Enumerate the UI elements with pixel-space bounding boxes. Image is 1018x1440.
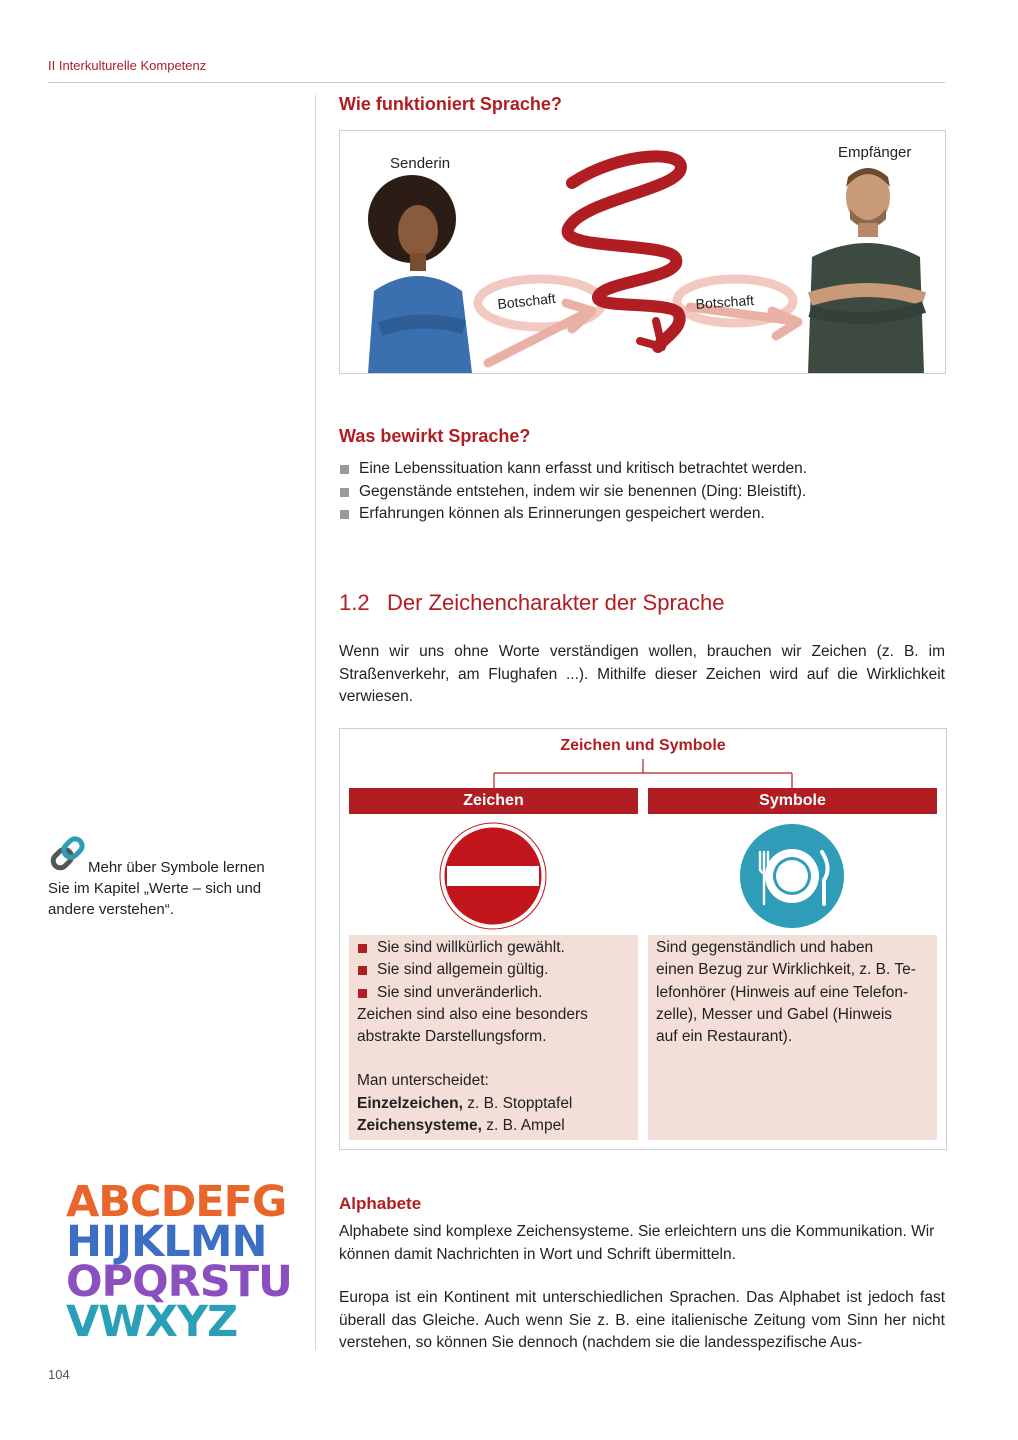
message-label-left: Botschaft [496,289,557,312]
section-heading-alphabets: Alphabete [339,1194,422,1213]
note-line: Sie im Kapitel „Werte – sich und [48,880,262,897]
alphabet-row: OPQRSTU [66,1257,292,1307]
column-divider [315,95,316,1350]
symbols-line: Sind gegenständlich und haben [656,939,874,956]
signs-header: Zeichen [349,788,638,814]
alphabets-paragraph-2: Europa ist ein Kontinent mit unterschiedlichen Sprachen. Das Alphabet ist jedoch fast überall das Gleiche. Auch wenn Sie z. B. eine italienische Zeitung vom Sinn her nicht verstehen, so können Sie dennoch (nachdem sie die landesspezifische Aus- [339,1289,945,1351]
list-item: Eine Lebenssituation kann erfasst und kritisch betrachtet werden. [339,458,949,481]
list-item: Sie sind unveränderlich. [357,982,630,1004]
sender-label: Senderin [390,155,451,172]
signs-symbols-box [339,728,947,1150]
signs-type-system: Zeichensysteme, z. B. Ampel [357,1117,565,1135]
alphabet-row: ABCDEFG [66,1177,287,1227]
section-number: 1.2 [339,590,370,615]
cross-reference-note [48,857,298,920]
symbols-line: zelle), Messer und Gabel (Hinweis [656,1005,893,1023]
tree-connector [340,757,946,789]
noise-label: Störfaktor [572,170,634,212]
list-item: Sie sind allgemein gültig. [357,959,630,981]
no-entry-sign-icon [439,822,547,930]
signs-description [349,935,638,1140]
signs-type-single: Einzelzeichen, z. B. Stopptafel [357,1094,573,1112]
colorful-alphabet-image [66,1177,292,1347]
receiver-person-illustration [808,168,924,373]
list-item: Gegenstände entstehen, indem wir sie benennen (Ding: Bleistift). [339,481,949,504]
section-heading-language-effects: Was bewirkt Sprache? [339,426,531,446]
note-line: andere verstehen“. [48,901,174,918]
sender-person-illustration [368,175,472,373]
running-title: II Interkulturelle Kompetenz [48,58,207,73]
alphabet-row: VWXYZ [66,1297,238,1347]
symbols-description [648,935,937,1140]
receiver-label: Empfänger [838,144,912,161]
section-intro-paragraph: Wenn wir uns ohne Worte verständigen wollen, brauchen wir Zeichen (z. B. im Straßenverkehr, am Flughafen ...). Mithilfe dieser Zeichen wird auf die Wirklichkeit verwiesen. [339,643,945,705]
box-title: Zeichen und Symbole [560,737,726,754]
section-heading-how-language-works: Wie funktioniert Sprache? [339,94,562,114]
page-number: 104 [48,1367,70,1382]
alphabet-row: HIJKLMN [66,1217,267,1267]
signs-distinguish: Man unterscheidet: [357,1072,489,1090]
restaurant-symbol-icon [738,822,846,930]
symbols-line: auf ein Restaurant). [656,1028,793,1046]
list-item: Erfahrungen können als Erinnerungen gespeichert werden. [339,503,949,526]
list-item: Sie sind willkürlich gewählt. [357,937,630,959]
signs-summary-line1: Zeichen sind also eine besonders [357,1005,588,1023]
header-rule [48,82,945,83]
section-title-text: Der Zeichencharakter der Sprache [387,590,725,615]
signs-summary-line2: abstrakte Darstellungsform. [357,1028,547,1046]
symbols-line: lefonhörer (Hinweis auf eine Telefon- [656,983,909,1001]
signs-properties-list [357,937,630,1004]
communication-illustration [340,131,945,373]
symbols-line: einen Bezug zur Wirklichkeit, z. B. Te- [656,961,916,979]
symbols-header: Symbole [648,788,937,814]
alphabets-paragraph-1: Alphabete sind komplexe Zeichensysteme. Sie erleichtern uns die Kommunikation. Wir können damit Nachrichten in Wort und Schrift übermitteln. [339,1223,935,1263]
communication-diagram [339,130,946,374]
effects-list [339,458,949,526]
section-title [339,590,725,616]
note-line: Mehr über Symbole lernen [88,859,265,876]
message-label-right: Botschaft [695,291,755,312]
